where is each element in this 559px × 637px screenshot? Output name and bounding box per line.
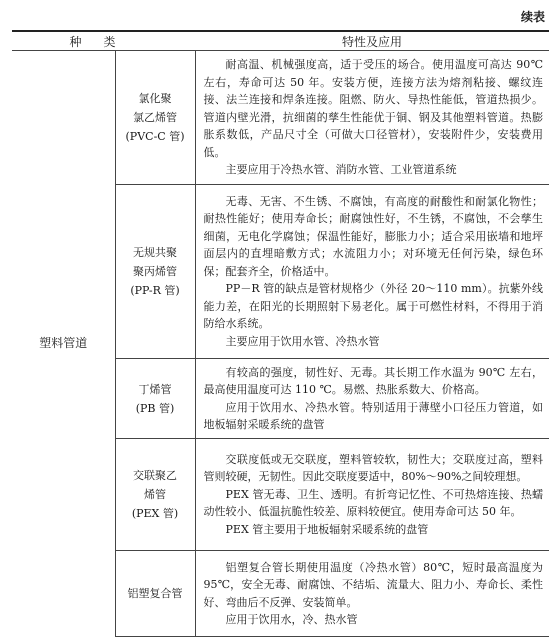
pipe-name-line: (PEX 管) (131, 507, 179, 520)
pipe-properties-table (12, 30, 549, 637)
header-kind: 种类 (12, 31, 195, 51)
pipe-name-line: (PP-R 管) (130, 284, 180, 297)
header-properties: 特性及应用 (195, 31, 549, 51)
desc-paragraph: PEX 管无毒、卫生、透明。有折弯记忆性、不可热熔连接、热蠕动性较小、低温抗脆性较差、原料较便宜。使用寿命可达 50 年。 (203, 487, 544, 519)
desc-paragraph: 无毒、无害、不生锈、不腐蚀，有高度的耐酸性和耐氯化物性；耐热性能好；使用寿命长；耐腐蚀性好，不生锈，不腐蚀，不会孳生细菌，无电化学腐蚀；保温性能好，膨胀力小；适合采用嵌墙和地坪面层内的直埋暗敷方式；水流阻力小；对环境无任何污染，绿色环保；配套齐全，价格适中。 (203, 194, 544, 278)
desc-paragraph: 有较高的强度，韧性好、无毒。其长期工作水温为 90℃ 左右，最高使用温度可达 110 ℃。易燃、热胀系数大、价格高。 (203, 365, 544, 396)
pipe-name-pb (115, 359, 195, 439)
desc-paragraph: 主要应用于冷热水管、消防水管、工业管道系统 (225, 163, 457, 177)
category-cell: 塑料管道 (12, 51, 115, 637)
pipe-name-line: 烯管 (144, 488, 166, 501)
desc-paragraph: 铝塑复合管长期使用温度（冷热水管）80℃，短时最高温度为 95℃，安全无毒、耐腐蚀、不结垢、流量大、阻力小、寿命长、柔性好、弯曲后不反弹、安装简单。 (203, 560, 544, 609)
pipe-name-line: 氯乙烯管 (133, 111, 177, 124)
pipe-desc-pb (195, 359, 549, 439)
pipe-name-line: 聚丙烯管 (133, 265, 177, 278)
pipe-name-line: 丁烯管 (138, 382, 172, 396)
pipe-name-line: 交联聚乙 (133, 469, 177, 482)
pipe-desc-al-plastic (195, 551, 549, 637)
desc-paragraph: PP－R 管的缺点是管材规格少（外径 20～110 mm）。抗紫外线能力差，在阳光的长期照射下易老化。属于可燃性材料，不得用于消防给水系统。 (203, 282, 544, 331)
table-header-row (12, 31, 549, 51)
pipe-name-line: 氯化聚 (138, 92, 172, 105)
pipe-name-pp-r (115, 185, 195, 359)
desc-paragraph: 应用于饮用水，冷、热水管 (225, 613, 358, 626)
pipe-name-pvc-c (115, 51, 195, 185)
pipe-name-al-plastic (115, 551, 195, 637)
desc-paragraph: 应用于饮用水、冷热水管。特别适用于薄壁小口径压力管道，如地板辐射采暖系统的盘管 (203, 400, 544, 431)
table-row (12, 51, 549, 185)
pipe-name-line: 无规共聚 (133, 246, 177, 259)
pipe-name-line: 铝塑复合管 (127, 587, 183, 600)
desc-paragraph: 交联度低或无交联度，塑料管较软，韧性大；交联度过高，塑料管则较硬，无韧性。因此交联度要适中，80%～90%之间较理想。 (203, 452, 544, 484)
pipe-name-line: (PVC-C 管) (125, 130, 185, 143)
desc-paragraph: 主要应用于饮用水管、冷热水管 (225, 334, 380, 348)
desc-paragraph: PEX 管主要用于地板辐射采暖系统的盘管 (225, 522, 429, 536)
pipe-name-pex (115, 439, 195, 551)
pipe-desc-pex (195, 439, 549, 551)
pipe-desc-pvc-c (195, 51, 549, 185)
pipe-desc-pp-r (195, 185, 549, 359)
desc-paragraph: 耐高温、机械强度高，适于受压的场合。使用温度可高达 90℃ 左右，寿命可达 50 年。安装方便，连接方法为熔剂粘接、螺纹连接、法兰连接和焊条连接。阻燃、防火、导热性能低，管道热损少。管道内壁光滑，抗细菌的孳生性能优于铜、钢及其他塑料管道。热膨胀系数低，产品尺寸全（可做大口径管材），安装附件少，安装费用低。 (203, 58, 544, 159)
continued-label: 续表 (520, 10, 545, 24)
pipe-name-line: (PB 管) (135, 401, 175, 415)
